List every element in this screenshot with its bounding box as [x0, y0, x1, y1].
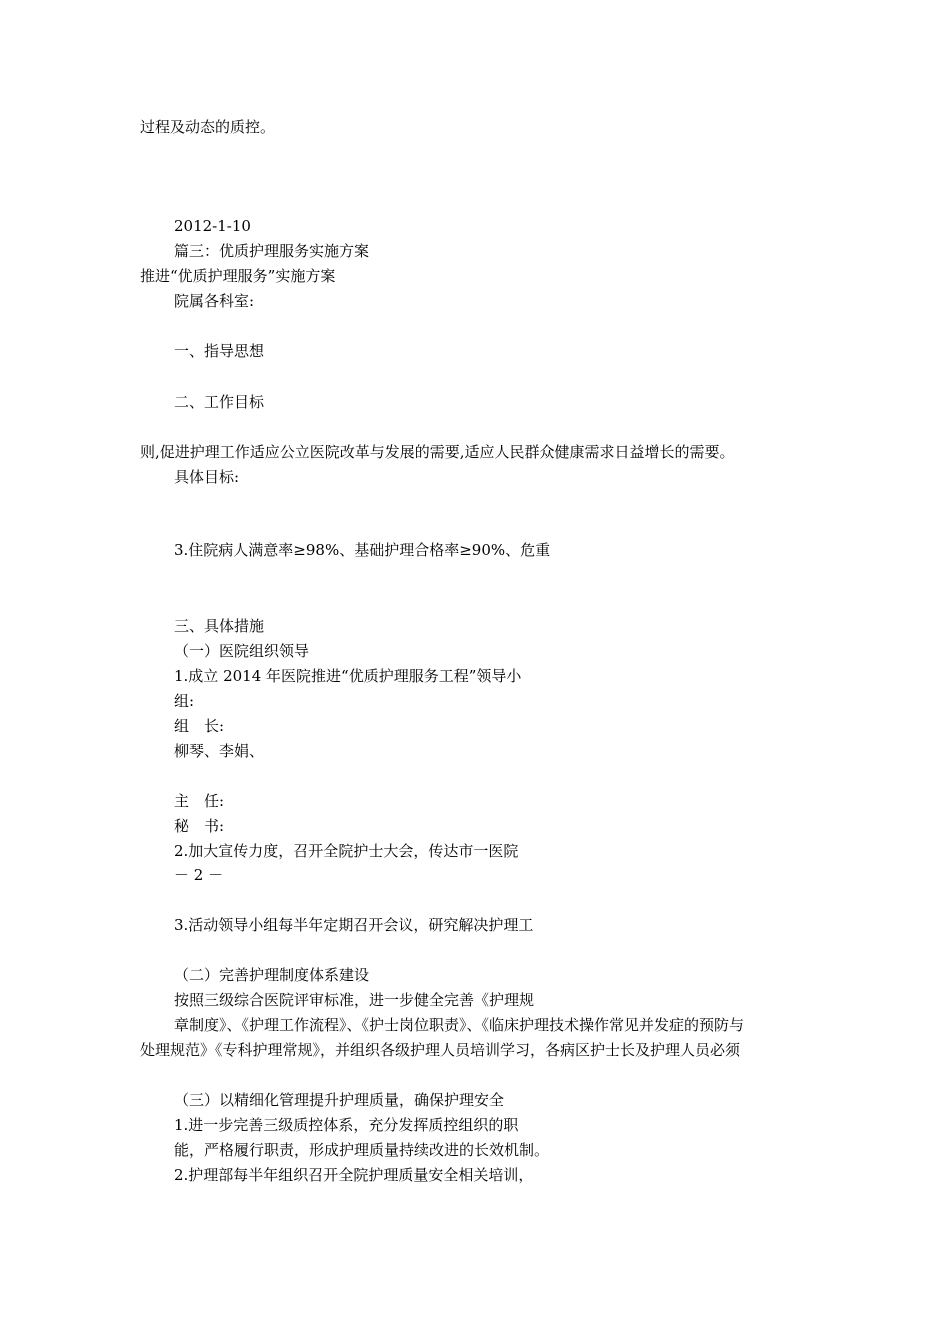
text-line: 3.活动领导小组每半年定期召开会议，研究解决护理工 [174, 916, 534, 934]
text-line: 主 任: [174, 792, 225, 810]
heading: 二、工作目标 [174, 393, 265, 411]
text-line: 章制度》、《护理工作流程》、《护士岗位职责》、《临床护理技术操作常见并发症的预防与 [174, 1016, 745, 1034]
text-line: 组: [174, 692, 195, 710]
heading: 一、指导思想 [174, 342, 265, 360]
text-line: 秘 书: [174, 817, 225, 835]
text-line: 按照三级综合医院评审标准，进一步健全完善《护理规 [174, 991, 535, 1009]
text-line: 2.护理部每半年组织召开全院护理质量安全相关培训， [174, 1166, 534, 1184]
text-line: 2.加大宣传力度，召开全院护士大会，传达市一医院 [174, 842, 519, 860]
subheading: （二）完善护理制度体系建设 [174, 966, 370, 984]
text-line: 处理规范》《专科护理常规》，并组织各级护理人员培训学习，各病区护士长及护理人员必须 [140, 1041, 741, 1059]
section-title: 篇三：优质护理服务实施方案 [174, 242, 370, 260]
page-number: － 2 － [174, 866, 224, 884]
text-line: 柳琴、李娟、 [174, 742, 265, 760]
text-line: 3.住院病人满意率≥98%、基础护理合格率≥90%、危重 [174, 541, 551, 559]
heading: 三、具体措施 [174, 617, 265, 635]
text-line: 组 长: [174, 717, 225, 735]
subheading: （三）以精细化管理提升护理质量，确保护理安全 [174, 1091, 505, 1109]
text-line: 过程及动态的质控。 [140, 118, 276, 136]
text-line: 则,促进护理工作适应公立医院改革与发展的需要,适应人民群众健康需求日益增长的需要。 [140, 443, 735, 461]
text-line: 1.成立 2014 年医院推进“优质护理服务工程”领导小 [174, 667, 522, 685]
subheading: （一）医院组织领导 [174, 642, 310, 660]
text-line: 院属各科室: [174, 292, 255, 310]
document-title: 推进“优质护理服务”实施方案 [140, 267, 336, 285]
text-line: 能，严格履行职责，形成护理质量持续改进的长效机制。 [174, 1141, 550, 1159]
date-line: 2012-1-10 [174, 217, 251, 235]
text-line: 具体目标: [174, 468, 240, 486]
text-line: 1.进一步完善三级质控体系，充分发挥质控组织的职 [174, 1116, 519, 1134]
